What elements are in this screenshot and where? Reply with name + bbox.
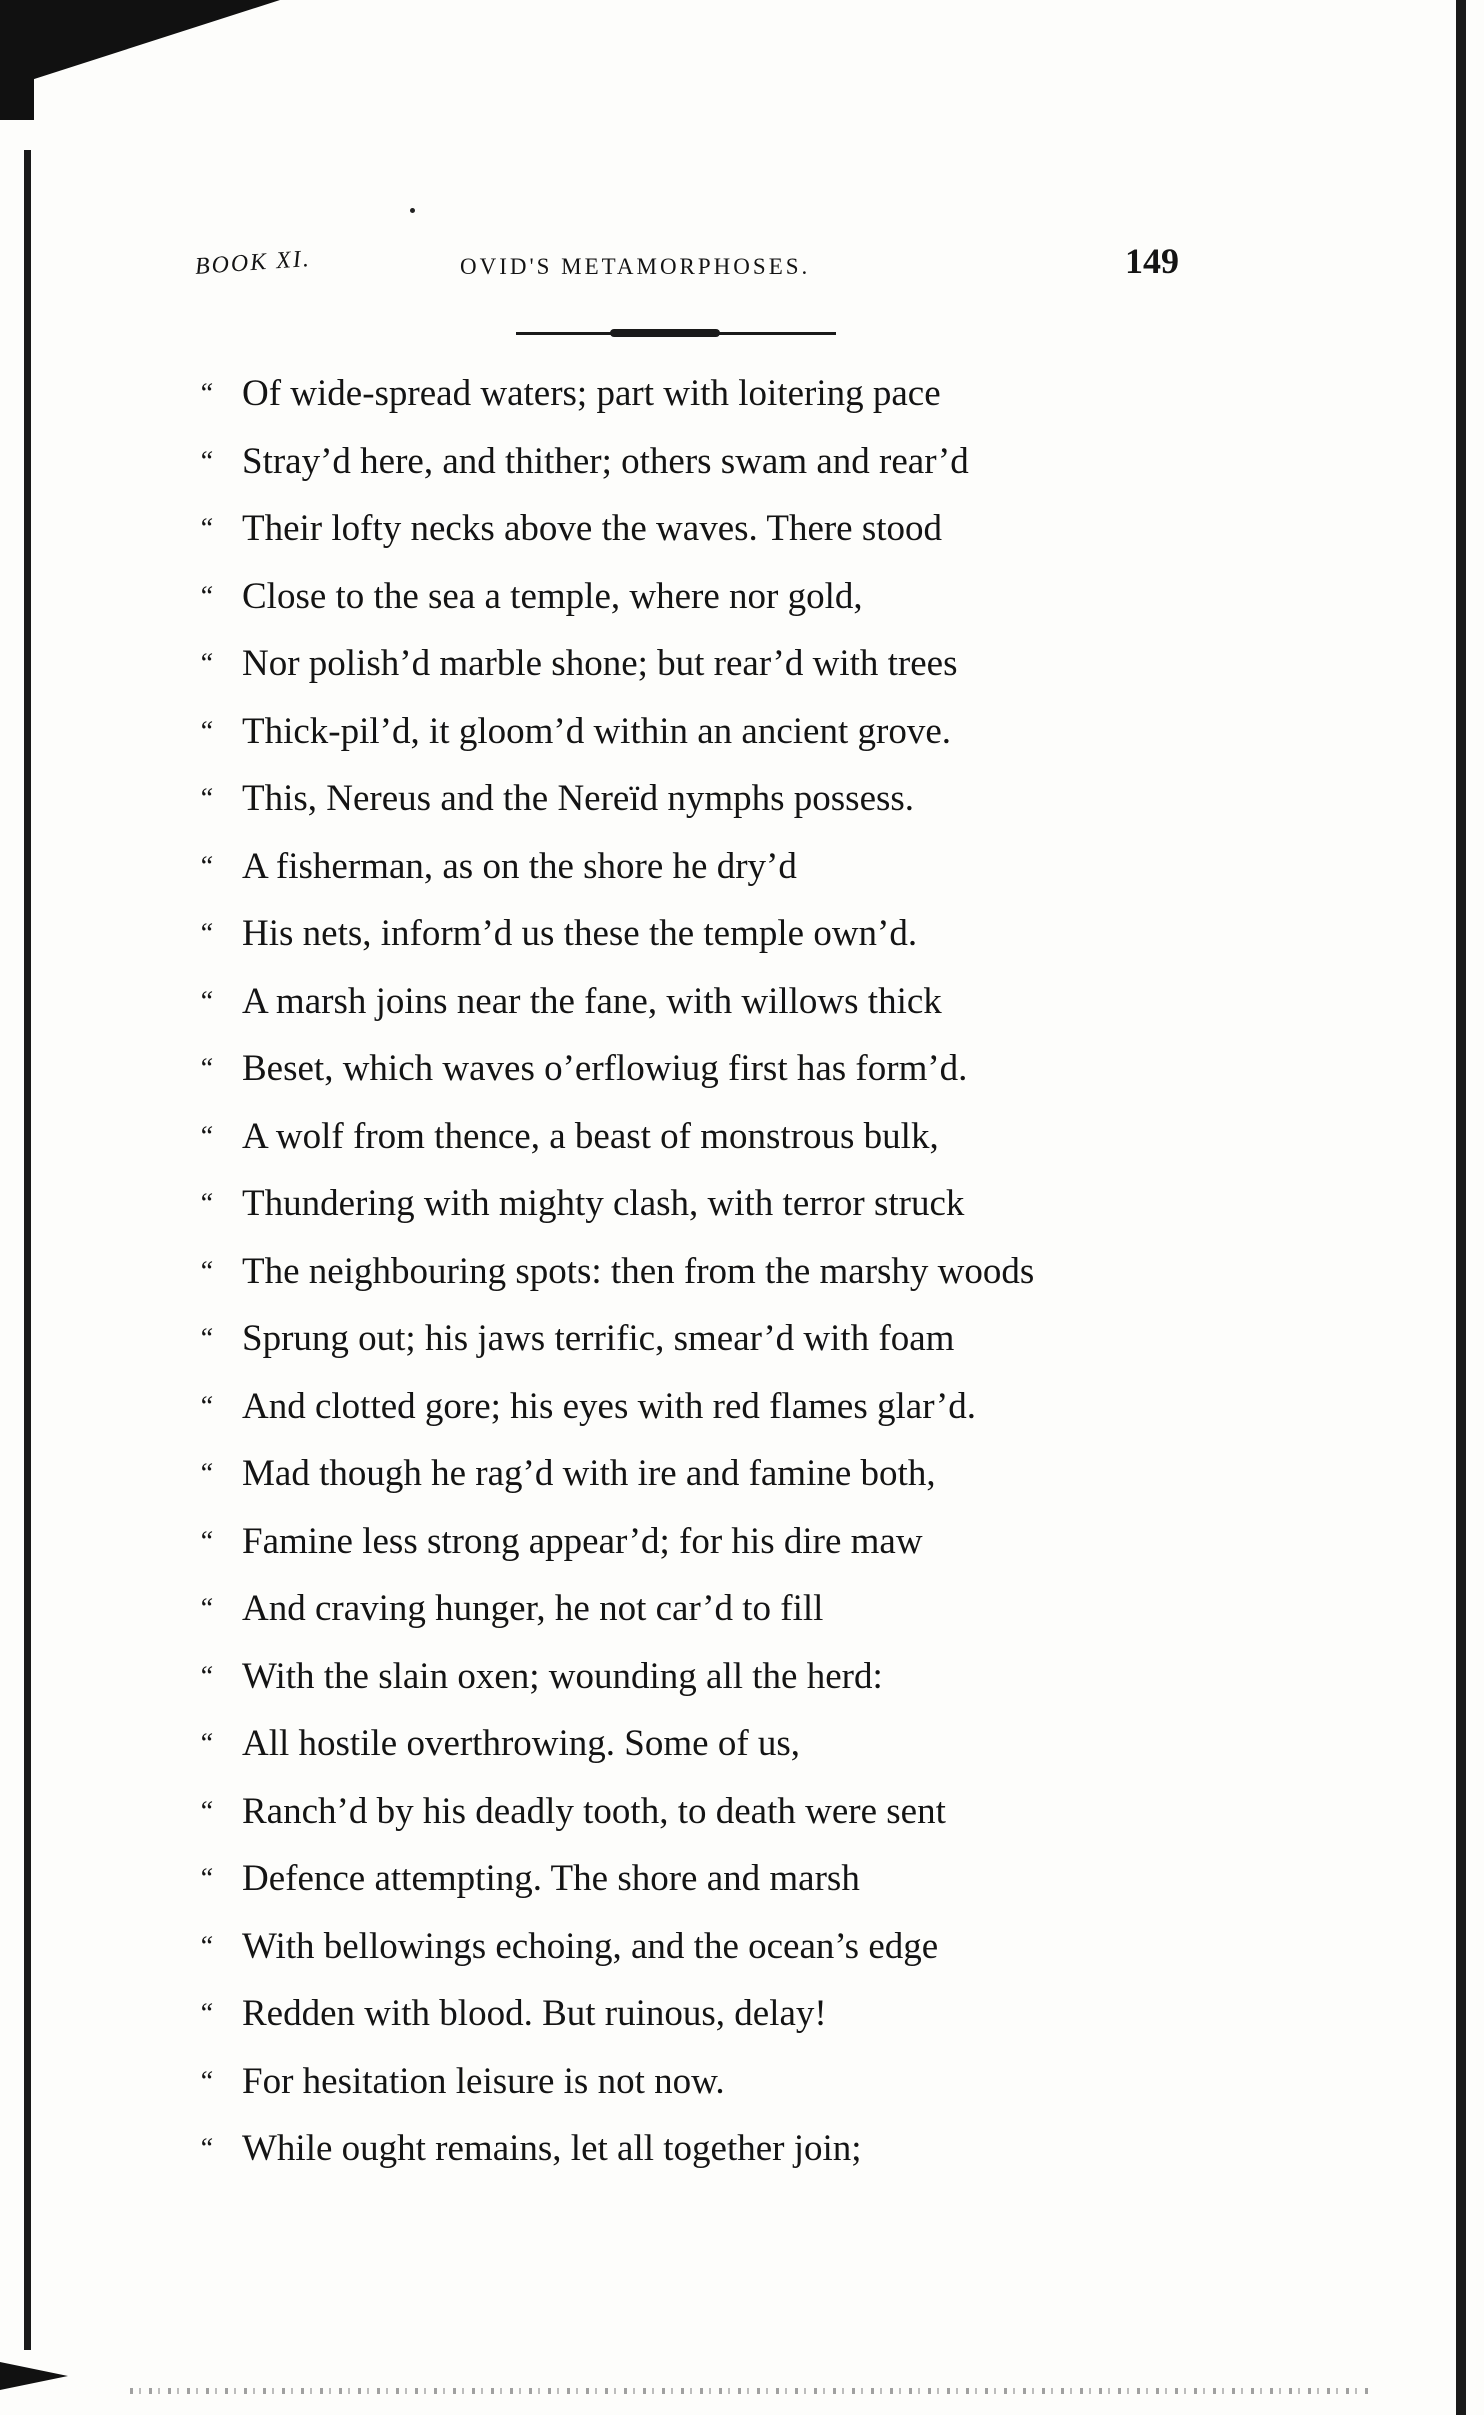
running-head bbox=[195, 240, 1205, 300]
verse-line bbox=[198, 638, 1238, 706]
verse-line bbox=[198, 1718, 1238, 1786]
verse-line-text: Ranch’d by his deadly tooth, to death were sent bbox=[242, 1790, 946, 1832]
quote-mark: “ bbox=[198, 2133, 214, 2164]
quote-mark: “ bbox=[198, 985, 214, 1017]
quote-mark: “ bbox=[198, 1863, 214, 1894]
verse-line bbox=[198, 1178, 1238, 1246]
quote-mark: “ bbox=[198, 1120, 214, 1152]
quote-mark: “ bbox=[198, 783, 214, 814]
verse-line-text: Redden with blood. But ruinous, delay! bbox=[242, 1993, 827, 2034]
scan-left-edge bbox=[24, 150, 31, 2350]
verse-line bbox=[198, 773, 1238, 841]
quote-mark: “ bbox=[198, 1930, 214, 1962]
verse-line-text: Thick-pil’d, it gloom’d within an ancient grove. bbox=[242, 710, 951, 752]
verse-line bbox=[198, 1583, 1238, 1651]
scan-right-edge bbox=[1456, 0, 1466, 2415]
verse-line-text: Their lofty necks above the waves. There stood bbox=[242, 508, 943, 549]
verse-line-text: Nor polish’d marble shone; but rear’d with trees bbox=[242, 643, 958, 684]
verse-line bbox=[198, 1516, 1238, 1584]
quote-mark: “ bbox=[198, 378, 214, 409]
quote-mark: “ bbox=[198, 1998, 214, 2029]
verse-line bbox=[198, 1786, 1238, 1854]
verse-line-text: All hostile overthrowing. Some of us, bbox=[242, 1723, 801, 1764]
verse-line bbox=[198, 1043, 1238, 1111]
page-number: 149 bbox=[1125, 241, 1179, 281]
quote-mark: “ bbox=[198, 850, 214, 882]
verse-line bbox=[198, 503, 1238, 571]
verse-line bbox=[198, 1246, 1238, 1314]
quote-mark: “ bbox=[198, 1593, 214, 1624]
verse-line-text: And craving hunger, he not car’d to fill bbox=[242, 1588, 824, 1629]
verse-line-text: Stray’d here, and thither; others swam and rear’d bbox=[242, 440, 969, 482]
verse-line bbox=[198, 2056, 1238, 2124]
verse-line-text: With bellowings echoing, and the ocean’s edge bbox=[242, 1925, 939, 1967]
verse-line bbox=[198, 976, 1238, 1044]
quote-mark: “ bbox=[198, 648, 214, 679]
quote-mark: “ bbox=[198, 1323, 214, 1354]
head-rule-ornament bbox=[610, 329, 720, 337]
verse-line bbox=[198, 1988, 1238, 2056]
verse-line bbox=[198, 841, 1238, 909]
verse-line bbox=[198, 1448, 1238, 1516]
verse-block bbox=[198, 368, 1238, 2191]
verse-line-text: With the slain oxen; wounding all the herd: bbox=[242, 1655, 883, 1697]
quote-mark: “ bbox=[198, 1053, 214, 1084]
scan-corner-strip bbox=[0, 0, 34, 120]
scan-speck bbox=[410, 208, 415, 213]
verse-line bbox=[198, 1921, 1238, 1989]
verse-line-text: The neighbouring spots: then from the marshy woods bbox=[242, 1250, 1035, 1292]
verse-line-text: Mad though he rag’d with ire and famine both, bbox=[242, 1453, 936, 1494]
scan-bottom-noise bbox=[130, 2388, 1370, 2394]
quote-mark: “ bbox=[198, 715, 214, 747]
verse-line-text: Famine less strong appear’d; for his dire maw bbox=[242, 1520, 923, 1562]
verse-line-text: A marsh joins near the fane, with willows thick bbox=[242, 980, 942, 1022]
verse-line bbox=[198, 1651, 1238, 1719]
quote-mark: “ bbox=[198, 1795, 214, 1827]
quote-mark: “ bbox=[198, 1728, 214, 1759]
scan-corner-shadow bbox=[0, 0, 280, 90]
verse-line-text: A wolf from thence, a beast of monstrous bulk, bbox=[242, 1115, 939, 1157]
verse-line bbox=[198, 1853, 1238, 1921]
verse-line bbox=[198, 1313, 1238, 1381]
verse-line-text: While ought remains, let all together join; bbox=[242, 2128, 862, 2169]
quote-mark: “ bbox=[198, 1660, 214, 1692]
verse-line bbox=[198, 571, 1238, 639]
verse-line bbox=[198, 1381, 1238, 1449]
verse-line bbox=[198, 908, 1238, 976]
quote-mark: “ bbox=[198, 1525, 214, 1557]
quote-mark: “ bbox=[198, 1458, 214, 1489]
quote-mark: “ bbox=[198, 1188, 214, 1219]
verse-line bbox=[198, 2123, 1238, 2191]
quote-mark: “ bbox=[198, 580, 214, 612]
quote-mark: “ bbox=[198, 445, 214, 477]
verse-line-text: And clotted gore; his eyes with red flames glar’d. bbox=[242, 1385, 976, 1427]
verse-line bbox=[198, 1111, 1238, 1179]
book-label: BOOK XI. bbox=[194, 245, 312, 280]
verse-line-text: This, Nereus and the Nereïd nymphs possess. bbox=[242, 778, 915, 819]
verse-line-text: Thundering with mighty clash, with terror struck bbox=[242, 1183, 965, 1224]
scan-bottom-marker bbox=[0, 2362, 68, 2390]
verse-line-text: Close to the sea a temple, where nor gold, bbox=[242, 575, 863, 617]
verse-line bbox=[198, 706, 1238, 774]
verse-line-text: For hesitation leisure is not now. bbox=[242, 2060, 725, 2102]
verse-line-text: A fisherman, as on the shore he dry’d bbox=[242, 845, 797, 887]
verse-line-text: Sprung out; his jaws terrific, smear’d with foam bbox=[242, 1318, 955, 1359]
quote-mark: “ bbox=[198, 1390, 214, 1422]
verse-line-text: Beset, which waves o’erflowiug first has form’d. bbox=[242, 1048, 968, 1089]
verse-line-text: His nets, inform’d us these the temple own’d. bbox=[242, 913, 918, 954]
quote-mark: “ bbox=[198, 2065, 214, 2097]
verse-line bbox=[198, 436, 1238, 504]
verse-line-text: Defence attempting. The shore and marsh bbox=[242, 1858, 860, 1899]
quote-mark: “ bbox=[198, 1255, 214, 1287]
quote-mark: “ bbox=[198, 918, 214, 949]
verse-line bbox=[198, 368, 1238, 436]
verse-line-text: Of wide-spread waters; part with loitering pace bbox=[242, 373, 941, 414]
running-title: OVID'S METAMORPHOSES. bbox=[460, 254, 811, 279]
quote-mark: “ bbox=[198, 513, 214, 544]
